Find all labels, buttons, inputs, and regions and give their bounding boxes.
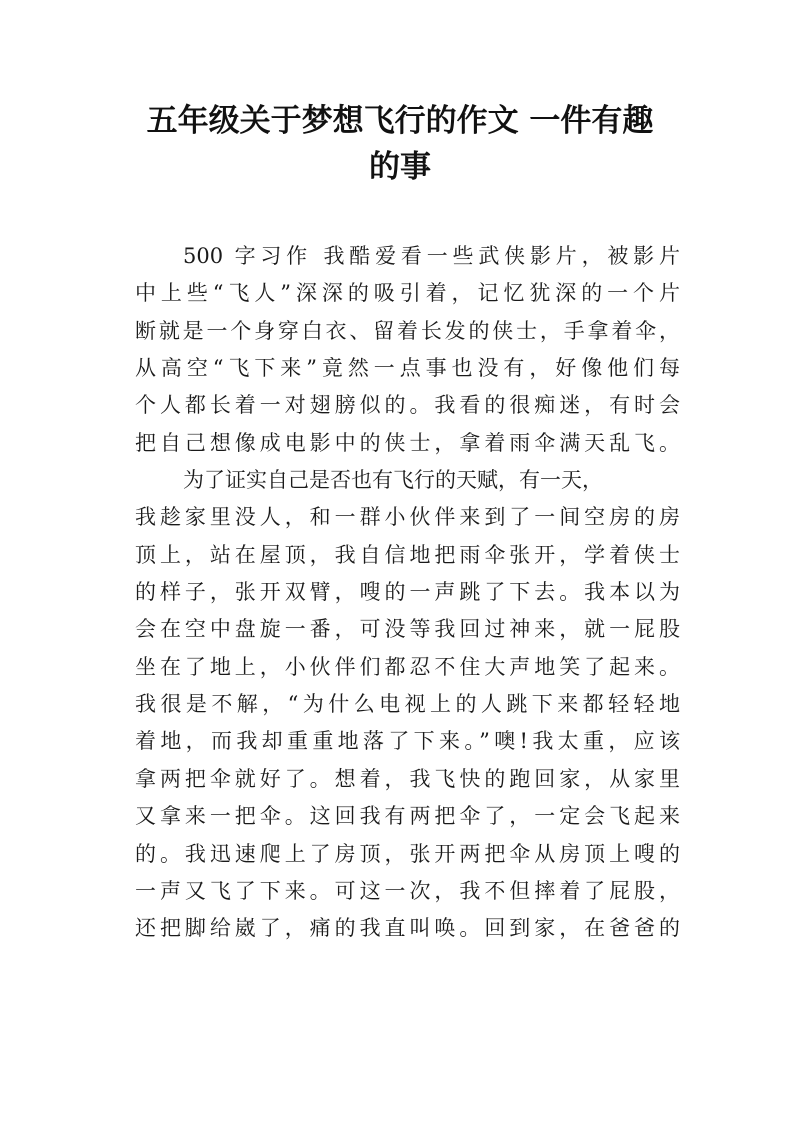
paragraph-line: 我趁家里没人，和一群小伙伴来到了一间空房的房	[135, 505, 680, 530]
paragraph-line: 拿两把伞就好了。想着，我飞快的跑回家，从家里	[135, 766, 680, 791]
paragraph-line: 把自己想像成电影中的侠士，拿着雨伞满天乱飞。	[135, 430, 680, 455]
title-line: 五年级关于梦想飞行的作文 一件有趣	[146, 103, 654, 139]
paragraph-line: 一声又飞了下来。可这一次，我不但摔着了屁股，	[135, 878, 680, 903]
paragraph-line: 我很是不解，“为什么电视上的人跳下来都轻轻地	[135, 692, 680, 717]
paragraph-line: 又拿来一把伞。这回我有两把伞了，一定会飞起来	[135, 804, 680, 829]
paragraph-line: 坐在了地上，小伙伴们都忍不住大声地笑了起来。	[135, 654, 680, 679]
paragraph-line: 中上些“飞人”深深的吸引着，记忆犹深的一个片	[135, 281, 680, 306]
paragraph-line: 的。我迅速爬上了房顶，张开两把伞从房顶上嗖的	[135, 841, 680, 866]
paragraph-line: 着地，而我却重重地落了下来。”噢!我太重，应该	[135, 729, 680, 754]
paragraph-line: 还把脚给崴了，痛的我直叫唤。回到家，在爸爸的	[135, 916, 680, 941]
paragraph-line: 的样子，张开双臂，嗖的一声跳了下去。我本以为	[135, 580, 680, 605]
paragraph-line: 会在空中盘旋一番，可没等我回过神来，就一屁股	[135, 617, 680, 642]
essay-body	[135, 238, 680, 948]
paragraph-line: 断就是一个身穿白衣、留着长发的侠士，手拿着伞，	[135, 318, 680, 343]
paragraph-line: 顶上，站在屋顶，我自信地把雨伞张开，学着侠士	[135, 542, 680, 567]
title-line: 的事	[369, 149, 431, 185]
paragraph-line: 为了证实自己是否也有飞行的天赋，有一天，	[183, 468, 603, 493]
paragraph-line: 个人都长着一对翅膀似的。我看的很痴迷，有时会	[135, 393, 680, 418]
paragraph-line: 500 字习作 我酷爱看一些武侠影片，被影片	[183, 244, 680, 268]
paragraph-line: 从高空“飞下来”竟然一点事也没有，好像他们每	[135, 356, 680, 381]
document-title	[110, 98, 690, 190]
